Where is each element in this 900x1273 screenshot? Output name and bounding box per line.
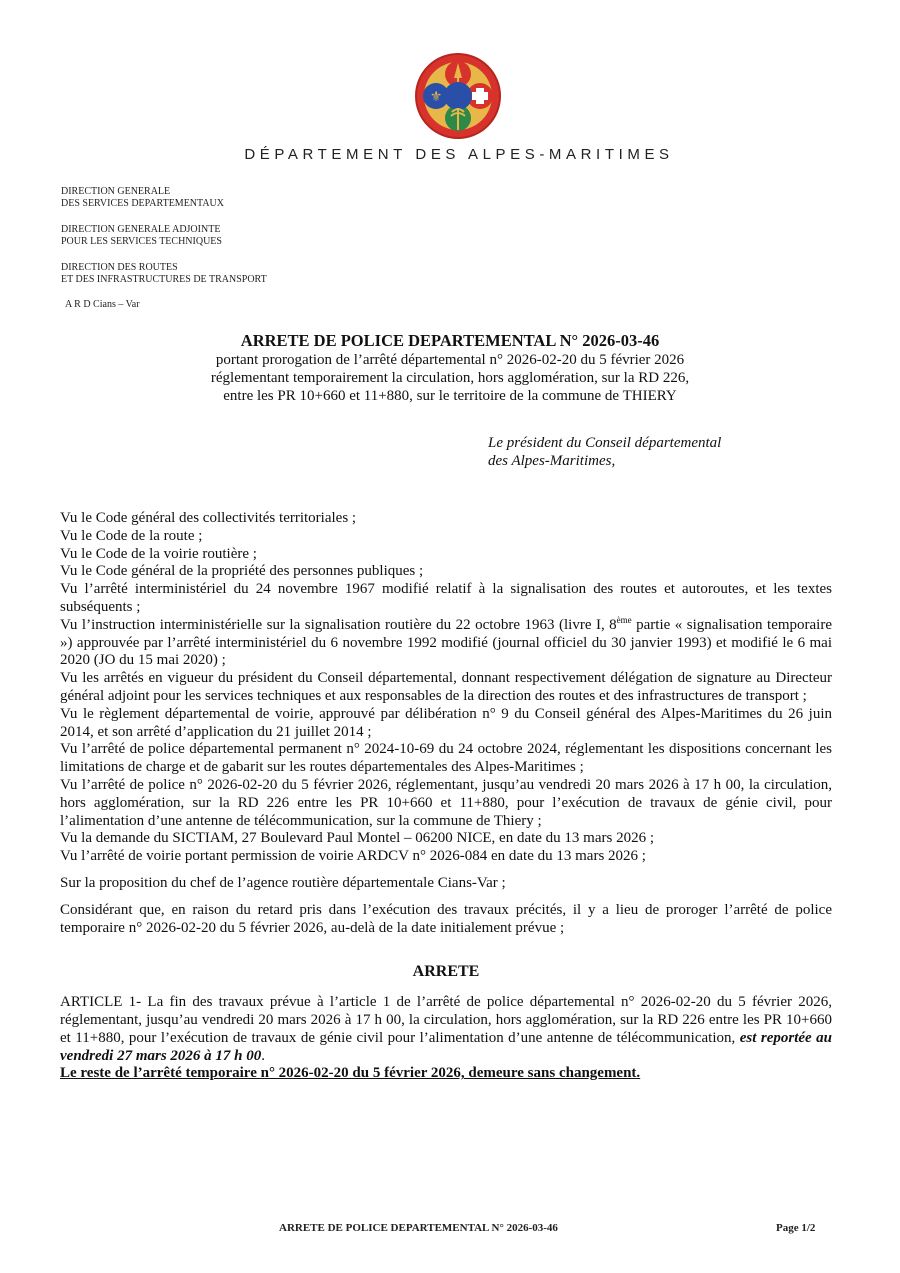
page-number: Page 1/2: [776, 1222, 816, 1234]
footer-title: ARRETE DE POLICE DEPARTEMENTAL N° 2026-03-46: [279, 1222, 558, 1234]
arrete-body: [60, 510, 832, 1083]
rest-unchanged-statement: Le reste de l’arrêté temporaire n° 2026-02-20 du 5 février 2026, demeure sans changement.: [60, 1065, 641, 1082]
vu-item: Vu l’arrêté de police départemental permanent n° 2024-10-69 du 24 octobre 2024, réglementant les dispositions concernant les limitations de charge et de gabarit sur les routes départementales des Alpes-Maritimes ;: [60, 741, 832, 776]
proposition: Sur la proposition du chef de l’agence routière départementale Cians-Var ;: [60, 874, 506, 891]
president-signature-heading: Le président du Conseil départemental des Alpes-Maritimes,: [488, 435, 722, 469]
vu-item: Vu le Code de la route ;: [60, 527, 203, 544]
arrete-heading: ARRETE: [412, 963, 480, 981]
article-1-new-date: est reportée au vendredi 27 mars 2026 à 17 h 00: [60, 1029, 832, 1064]
svg-text:⚜: ⚜: [429, 89, 443, 105]
vu-item: Vu le Code de la voirie routière ;: [60, 545, 257, 562]
vu-item: Vu la demande du SICTIAM, 27 Boulevard Paul Montel – 06200 NICE, en date du 13 mars 2026 ;: [60, 830, 655, 847]
direction-generale-adjointe: DIRECTION GENERALE ADJOINTE POUR LES SERVICES TECHNIQUES: [61, 224, 222, 247]
directions-block: [61, 186, 267, 300]
article-1: ARTICLE 1- La fin des travaux prévue à l’article 1 de l’arrêté de police départemental n° 2026-02-20 du 5 février 2026, réglementant, jusqu’au vendredi 20 mars 2026 à 17 h 00, la circulation, hors agglomération, sur la RD 226 entre les PR 10+660 et 11+880, pour l’exécution de travaux de génie civil pour l’alimentation d’une antenne de télécommunication, est reportée au vendredi 27 mars 2026 à 17 h 00.: [60, 994, 832, 1064]
vu-item: Vu l’arrêté de police n° 2026-02-20 du 5 février 2026, réglementant, jusqu’au vendredi 20 mars 2026 à 17 h 00, la circulation, hors agglomération, sur la RD 226 entre les PR 10+660 et 11+880, pour l’exécution de travaux de génie civil, pour l’alimentation d’une antenne de télécommunication, sur la commune de Thiery ;: [60, 776, 832, 829]
considerant: Considérant que, en raison du retard pris dans l’exécution des travaux précités, il y a lieu de proroger l’arrêté de police temporaire n° 2026-02-20 du 5 février 2026, au-delà de la date initialement prévue ;: [60, 901, 832, 936]
direction-des-routes: DIRECTION DES ROUTES ET DES INFRASTRUCTURES DE TRANSPORT: [61, 262, 267, 285]
department-emblem-icon: [414, 52, 502, 140]
vu-item: Vu le règlement départemental de voirie, approuvé par délibération n° 9 du Conseil général des Alpes-Maritimes du 26 juin 2014, et son arrêté d’application du 21 juillet 2014 ;: [60, 705, 832, 740]
direction-generale: DIRECTION GENERALE DES SERVICES DEPARTEMENTAUX: [61, 186, 224, 209]
vu-item: Vu l’instruction interministérielle sur la signalisation routière du 22 octobre 1963 (livre I, 8ème partie « signalisation temporaire ») approuvée par l’arrêté interministériel du 6 novembre 1992 modifié (journal officiel du 30 janvier 1993) et modifié le 6 mai 2020 (JO du 15 mai 2020) ;: [60, 614, 832, 669]
vu-item: Vu l’arrêté interministériel du 24 novembre 1967 modifié relatif à la signalisation des routes et autoroutes, et les textes subséquents ;: [60, 581, 832, 615]
agency-label: A R D Cians – Var: [65, 299, 140, 310]
arrete-subtitle: portant prorogation de l’arrêté départemental n° 2026-02-20 du 5 février 2026 réglementant temporairement la circulation, hors agglomération, sur la RD 226, entre les PR 10+660 et 11+880, sur le territoire de la commune de THIERY: [210, 352, 690, 404]
vu-item: Vu l’arrêté de voirie portant permission de voirie ARDCV n° 2026-084 en date du 13 mars 2026 ;: [60, 848, 646, 865]
vu-item: Vu le Code général de la propriété des personnes publiques ;: [60, 563, 424, 580]
department-title: DÉPARTEMENT DES ALPES-MARITIMES: [244, 146, 674, 163]
arrete-title: ARRETE DE POLICE DEPARTEMENTAL N° 2026-03-46: [240, 331, 660, 350]
vu-item: Vu le Code général des collectivités territoriales ;: [60, 510, 357, 526]
vu-item: Vu les arrêtés en vigueur du président du Conseil départemental, donnant respectivement délégation de signature au Directeur général adjoint pour les services techniques et aux responsables de la direction des routes et des infrastructures de transport ;: [60, 670, 832, 704]
